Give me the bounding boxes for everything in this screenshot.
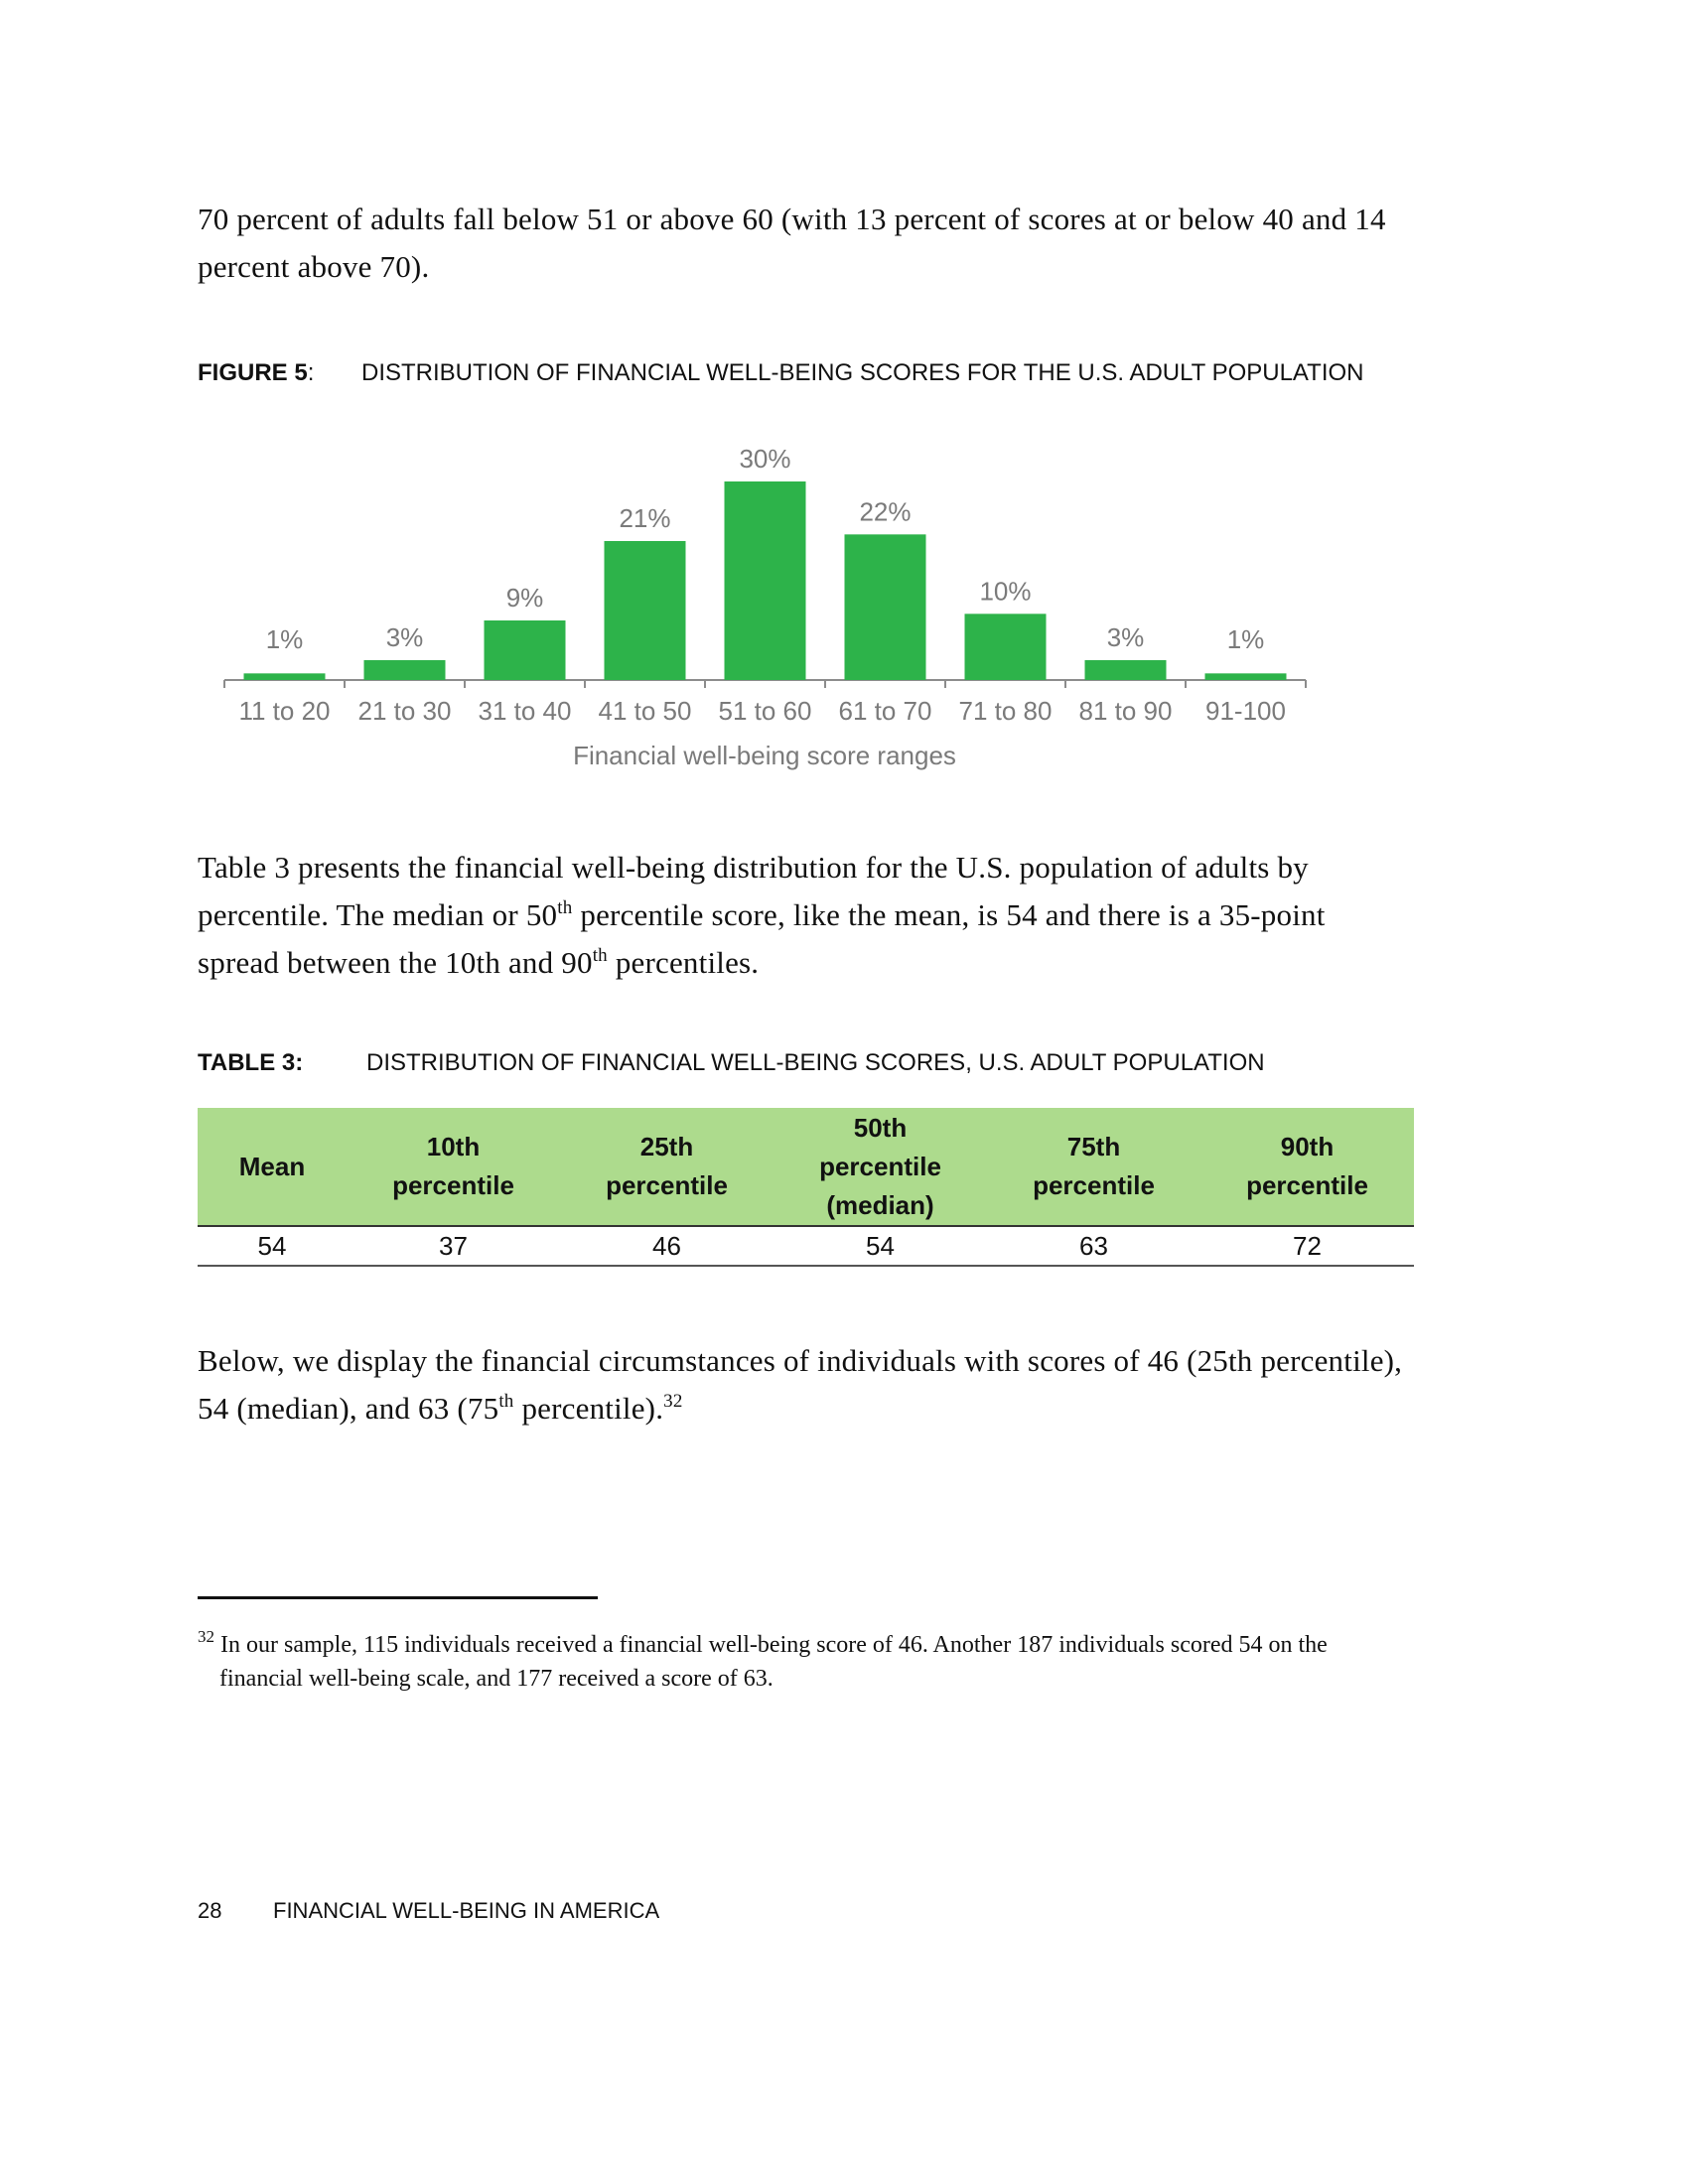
table-cell: 72 bbox=[1200, 1226, 1414, 1266]
table-header-cell bbox=[1200, 1108, 1414, 1226]
table-header-cell bbox=[347, 1108, 560, 1226]
header-line: percentile bbox=[1246, 1170, 1368, 1200]
bar-value-label: 21% bbox=[619, 503, 671, 533]
bar-31-to-40 bbox=[485, 620, 566, 680]
bar-51-to-60 bbox=[725, 481, 806, 680]
category-label: 81 to 90 bbox=[1078, 696, 1173, 726]
bar-value-label: 10% bbox=[979, 576, 1032, 607]
category-label: 71 to 80 bbox=[958, 696, 1053, 726]
bar-61-to-70 bbox=[845, 534, 926, 680]
figure-title: DISTRIBUTION OF FINANCIAL WELL-BEING SCORES FOR THE U.S. ADULT POPULATION bbox=[361, 359, 1364, 386]
bar-value-label: 1% bbox=[1226, 624, 1265, 654]
header-line: percentile bbox=[392, 1170, 514, 1200]
text-run: percentiles. bbox=[607, 945, 760, 980]
footnote-line-1 bbox=[198, 1628, 1508, 1662]
superscript: th bbox=[592, 945, 608, 966]
x-axis-title: Financial well-being score ranges bbox=[573, 741, 956, 770]
header-line: percentile bbox=[1033, 1170, 1155, 1200]
category-label: 21 to 30 bbox=[357, 696, 452, 726]
bar-value-label: 3% bbox=[1106, 622, 1145, 652]
category-label: 61 to 70 bbox=[838, 696, 932, 726]
table-caption bbox=[198, 1049, 1265, 1077]
bar-81-to-90 bbox=[1085, 660, 1167, 680]
bar-11-to-20 bbox=[244, 673, 326, 680]
footnote bbox=[198, 1628, 1508, 1696]
footnote-line-2: financial well-being scale, and 177 received a score of 63. bbox=[219, 1666, 774, 1692]
category-label: 11 to 20 bbox=[238, 696, 331, 726]
header-line: Mean bbox=[238, 1151, 306, 1181]
header-line: percentile bbox=[819, 1151, 941, 1181]
bar-value-label: 3% bbox=[385, 622, 424, 652]
table-intro-line-2 bbox=[198, 891, 1488, 939]
table-label: TABLE 3: bbox=[198, 1049, 304, 1076]
figure-caption bbox=[198, 359, 1364, 387]
category-label: 41 to 50 bbox=[598, 696, 692, 726]
bar-21-to-30 bbox=[364, 660, 446, 680]
intro-line-2: percent above 70). bbox=[198, 249, 430, 284]
table-row bbox=[198, 1226, 1414, 1266]
text-run: percentile). bbox=[513, 1391, 664, 1426]
text-run: percentile score, like the mean, is 54 and there is a 35-point bbox=[572, 897, 1326, 932]
text-run: 54 (median), and 63 (75 bbox=[198, 1391, 499, 1426]
header-line: (median) bbox=[826, 1189, 934, 1220]
bar-71-to-80 bbox=[965, 614, 1047, 680]
table-header-cell bbox=[560, 1108, 774, 1226]
header-line: 10th bbox=[426, 1132, 481, 1161]
table-cell: 37 bbox=[347, 1226, 560, 1266]
page-footer bbox=[198, 1898, 659, 1924]
footer-title: FINANCIAL WELL-BEING IN AMERICA bbox=[273, 1898, 660, 1923]
page-number: 28 bbox=[198, 1898, 222, 1923]
table-title: DISTRIBUTION OF FINANCIAL WELL-BEING SCORES, U.S. ADULT POPULATION bbox=[366, 1049, 1265, 1076]
table-intro-line-1: Table 3 presents the financial well-being distribution for the U.S. population of adults by bbox=[198, 850, 1309, 885]
bar-91-100 bbox=[1205, 673, 1287, 680]
header-line: 90th bbox=[1280, 1132, 1335, 1161]
superscript: th bbox=[557, 897, 573, 918]
category-label: 51 to 60 bbox=[718, 696, 812, 726]
bar-41-to-50 bbox=[605, 541, 686, 680]
footnote-reference[interactable]: 32 bbox=[663, 1391, 683, 1412]
closing-line-1: Below, we display the financial circumstances of individuals with scores of 46 (25th percentile), bbox=[198, 1343, 1403, 1378]
table-cell: 54 bbox=[774, 1226, 987, 1266]
figure-label: FIGURE 5 bbox=[198, 359, 308, 386]
intro-paragraph bbox=[198, 196, 1488, 291]
header-line: 75th bbox=[1066, 1132, 1121, 1161]
header-line: 25th bbox=[639, 1132, 694, 1161]
text-run: spread between the 10th and 90 bbox=[198, 945, 593, 980]
table-cell: 46 bbox=[560, 1226, 774, 1266]
table-cell: 54 bbox=[198, 1226, 347, 1266]
table-header-cell bbox=[774, 1108, 987, 1226]
table-intro-paragraph bbox=[198, 844, 1488, 987]
footnote-divider bbox=[198, 1596, 598, 1599]
text-run: In our sample, 115 individuals received a financial well-being score of 46. Another 187 individuals scored 54 on the bbox=[214, 1632, 1328, 1658]
superscript: th bbox=[498, 1391, 514, 1412]
category-label: 91-100 bbox=[1205, 696, 1286, 726]
table-intro-line-3 bbox=[198, 939, 1488, 987]
percentile-table bbox=[198, 1108, 1414, 1267]
text-run: percentile. The median or 50 bbox=[198, 897, 558, 932]
figure-label-colon: : bbox=[307, 359, 315, 386]
table-cell: 63 bbox=[987, 1226, 1200, 1266]
header-line: 50th bbox=[853, 1112, 908, 1143]
closing-paragraph bbox=[198, 1337, 1488, 1433]
table-header-cell bbox=[987, 1108, 1200, 1226]
bar-value-label: 22% bbox=[859, 496, 912, 527]
bar-value-label: 9% bbox=[505, 583, 544, 613]
closing-line-2 bbox=[198, 1385, 1488, 1433]
score-distribution-chart bbox=[198, 417, 1339, 784]
header-line: percentile bbox=[606, 1170, 728, 1200]
bar-value-label: 1% bbox=[265, 624, 304, 654]
category-label: 31 to 40 bbox=[478, 696, 572, 726]
table-header-row bbox=[198, 1108, 1414, 1226]
table-header-cell bbox=[198, 1108, 347, 1226]
footnote-number: 32 bbox=[198, 1627, 214, 1646]
intro-line-1: 70 percent of adults fall below 51 or above 60 (with 13 percent of scores at or below 40 and 14 bbox=[198, 202, 1386, 236]
bar-value-label: 30% bbox=[739, 444, 791, 474]
